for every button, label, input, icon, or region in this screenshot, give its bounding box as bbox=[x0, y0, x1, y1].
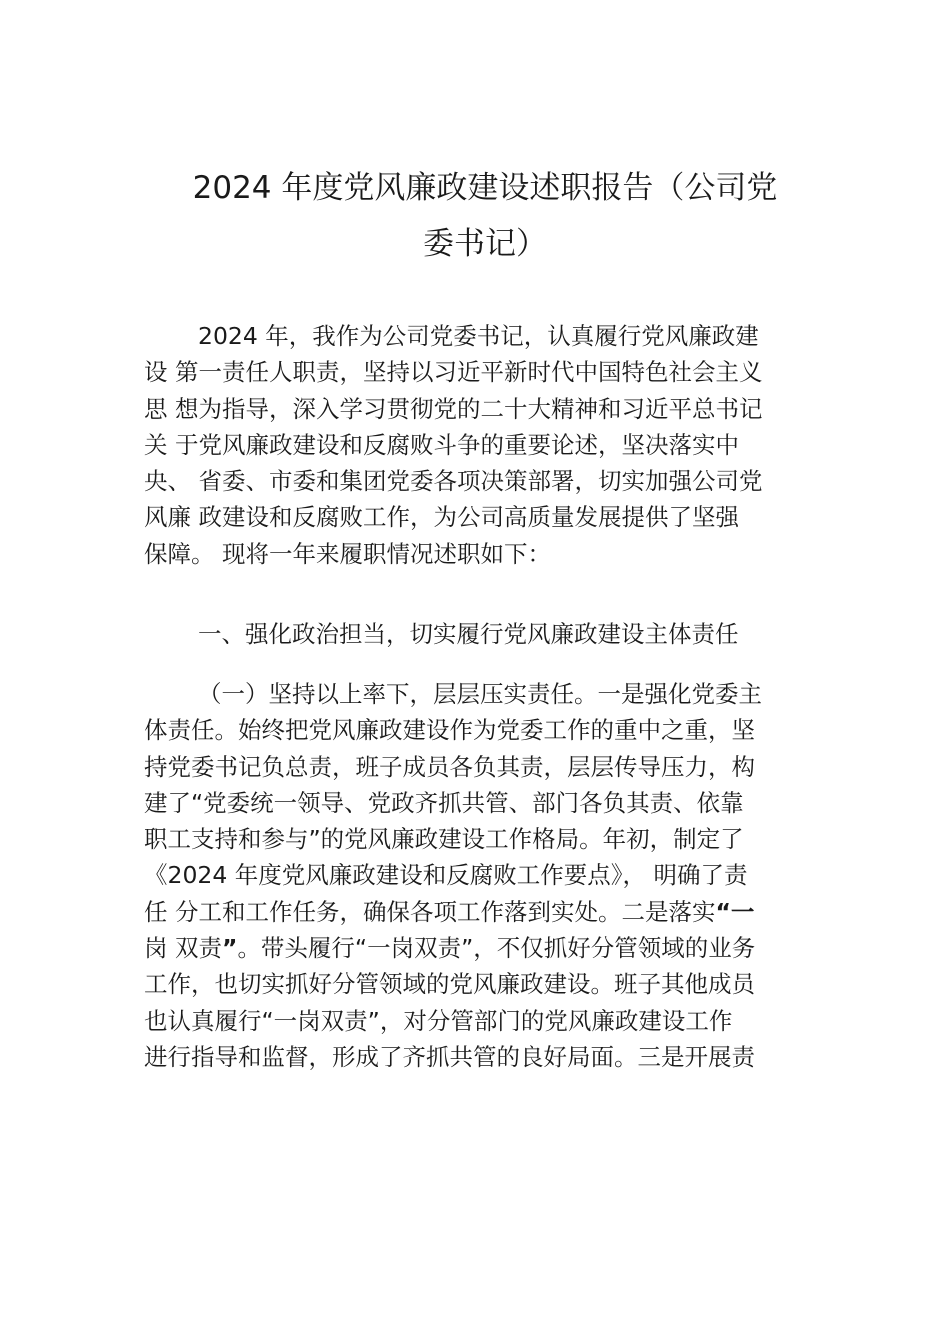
bold-quote-open: “一 bbox=[715, 897, 755, 926]
paragraph-line: 央、 省委、市委和集团党委各项决策部署，切实加强公司党 bbox=[144, 467, 763, 496]
paragraph-line: 2024 年，我作为公司党委书记，认真履行党风廉政建 bbox=[198, 322, 759, 350]
paragraph-line: 进行指导和监督，形成了齐抓共管的良好局面。三是开展责 bbox=[144, 1042, 755, 1071]
document-title bbox=[140, 160, 830, 272]
paragraph-line: 体责任。始终把党风廉政建设作为党委工作的重中之重，坚 bbox=[144, 716, 755, 745]
section-heading-text: 一、强化政治担当，切实履行党风廉政建设主体责任 bbox=[198, 620, 739, 648]
paragraph-line: 建了“党委统一领导、党政齐抓共管、部门各负其责、依靠 bbox=[144, 788, 744, 817]
title-line-2: 委书记） bbox=[423, 226, 547, 262]
paragraph-line: 思 想为指导，深入学习贯彻党的二十大精神和习近平总书记 bbox=[144, 394, 763, 423]
paragraph-line: （一）坚持以上率下，层层压实责任。一是强化党委主 bbox=[198, 680, 762, 708]
paragraph-line: 持党委书记负总责，班子成员各负其责，层层传导压力，构 bbox=[144, 752, 755, 781]
line-text: 。带头履行“一岗双责”，不仅抓好分管领域的业务 bbox=[237, 934, 756, 963]
paragraph-line: 设 第一责任人职责，坚持以习近平新时代中国特色社会主义 bbox=[144, 358, 763, 387]
intro-paragraph bbox=[144, 318, 824, 572]
section-1-paragraph-1 bbox=[144, 676, 824, 1075]
section-heading-1 bbox=[144, 616, 824, 652]
line-text: 任 分工和工作任务，确保各项工作落到实处。二是落实 bbox=[144, 897, 716, 926]
paragraph-line: 保障。 现将一年来履职情况述职如下： bbox=[144, 539, 551, 568]
paragraph-line: 关 于党风廉政建设和反腐败斗争的重要论述，坚决落实中 bbox=[144, 430, 739, 459]
paragraph-line bbox=[144, 894, 824, 930]
paragraph-line: 《2024 年度党风廉政建设和反腐败工作要点》， 明确了责 bbox=[144, 861, 748, 890]
title-line-1: 2024 年度党风廉政建设述职报告（公司党 bbox=[192, 170, 778, 206]
paragraph-line: 工作，也切实抓好分管领域的党风廉政建设。班子其他成员 bbox=[144, 970, 755, 999]
paragraph-line: 风廉 政建设和反腐败工作，为公司高质量发展提供了坚强 bbox=[144, 503, 739, 532]
paragraph-line: 也认真履行“一岗双责”，对分管部门的党风廉政建设工作 bbox=[144, 1006, 733, 1035]
paragraph-line: 职工支持和参与”的党风廉政建设工作格局。年初，制定了 bbox=[144, 825, 744, 854]
paragraph-line bbox=[144, 930, 824, 966]
line-text: 岗 双责 bbox=[144, 934, 222, 963]
bold-quote-close: ” bbox=[221, 934, 238, 963]
